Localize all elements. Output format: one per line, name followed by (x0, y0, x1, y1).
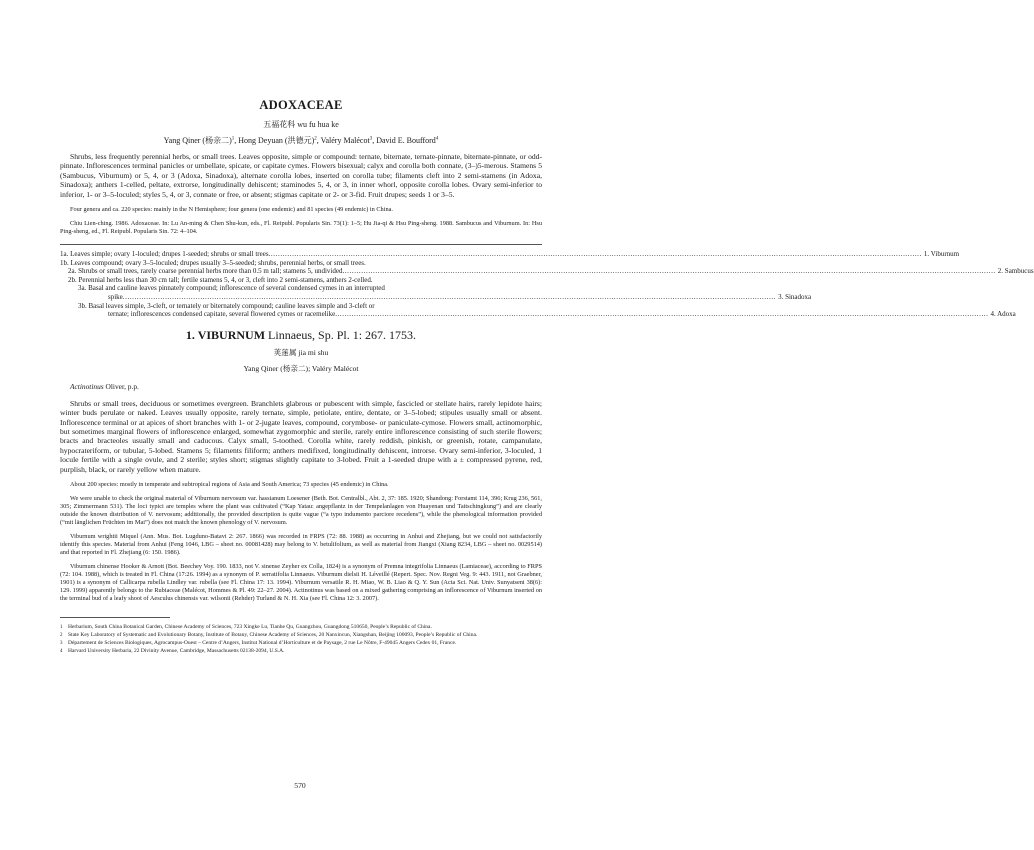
genus-citation: Linnaeus, Sp. Pl. 1: 267. 1753. (265, 327, 417, 342)
key-lead-text: 3a. Basal and cauline leaves pinnately compound; inflorescence of several condensed cymes in an interrupted (78, 284, 385, 293)
author-footnote-mark: 1 (231, 136, 235, 142)
author-name: Hong Deyuan (洪德元) (238, 136, 315, 145)
key-lead-result: 4. Adoxa (990, 310, 1016, 319)
key-lead (60, 276, 542, 285)
key-lead (60, 267, 1034, 276)
key-lead (60, 310, 1016, 319)
genus-note: We were unable to check the original material of Viburnum nervosum var. hassianum Loesener (Beih. Bot. Centralbl., Abt. 2, 37: 185. 1920; Shandong: Forstamt 114, 396; Krug 236, 561, 305; Zimmermann 531). The loci typici are temples where the plant was cultivated (“Kap Yatau: angepflantz in der Tempelanlagen von Huayenan und Taitschingkung”) and are clearly outside the known distribution of V. nervosum; additionally, the provided description is quite vague (“a typo indumento parciore recedens”), while the phenological information provided (“mit länglichen Früchten im Mai”) does not match the known phenology of V. nervosum. (60, 495, 542, 527)
key-divider (60, 244, 542, 245)
footnote (60, 648, 542, 655)
footnote-text: State Key Laboratory of Systematic and Evolutionary Botany, Institute of Botany, Chinese Academy of Sciences, 20 Nanxincun, Xiangshan, Beijing 100093, People’s Republic of China. (68, 632, 478, 639)
key-lead-text: 1a. Leaves simple; ovary 1-loculed; drupes 1-seeded; shrubs or small trees (60, 250, 269, 259)
footnote-text: Département de Sciences Biologiques, Agrocampus-Ouest – Centre d’Angers, Institut National d’Horticulture et de Paysage, 2 rue Le Nôtre, F-49045 Angers Cedex 01, France. (68, 640, 457, 647)
genus-name: 1. VIBURNUM (185, 327, 266, 342)
genus-note: Viburnum chinense Hooker & Arnott (Bot. Beechey Voy. 190. 1833, not V. sinense Zeyher ex Colla, 1824) is a synonym of Premna integrifolia Linnaeus (Lamiaceae), according to FRPS (72: 104. 1988), which is treated in Fl. China (17:26. 1994) as a synonym of P. serratifolia Linnaeus. Viburnum dielsii H. Léveillé (Repert. Spec. Nov. Regni Veg. 9: 443. 1911, not Graebner, 1901) is a synonym of Callicarpa rubella Lindley var. rubella (see Fl. China 17: 13. 1994). Viburnum versatile R. H. Miao, W. B. Liao & Q. Y. Sun (Acta Sci. Nat. Univ. Sunyatseni 38(6): 129. 1999) apparently belongs to the Rubiaceae (Malécot, Hommes & Pl. 49: 22–27. 2004). Actinotinus was based on a mixed gathering comprising an inflorescence of Viburnum inserted on the terminal bud of a leafy shoot of Aesculus chinensis var. wilsonii (Rehder) Turland & N. H. Xia (see Fl. China 12: 3. 2007). (60, 563, 542, 603)
synonym-author: Oliver, p.p. (103, 381, 139, 391)
genus-title (60, 328, 542, 343)
synonym-name: Actinotinus (70, 381, 104, 391)
key-lead-result: 3. Sinadoxa (778, 293, 812, 301)
footnote-number: 3 (60, 641, 63, 647)
family-references: Chiu Lien-ching. 1986. Adoxaceae. In: Lu An-ming & Chen Shu-kun, eds., Fl. Reipubl. Popularis Sin. 73(1): 1–5; Hu Jia-qi & Hsu Ping-sheng. 1988. Sambucus and Viburnum. In: Hsu Ping-sheng, ed., Fl. Reipubl. Popularis Sin. 72: 4–104. (60, 220, 542, 236)
family-chinese-name: 五福花科 wu fu hua ke (263, 120, 339, 129)
footnote (60, 624, 542, 631)
genus-note: Viburnum wrightii Miquel (Ann. Mus. Bot. Lugduno-Batavi 2: 267. 1866) was recorded in FRPS (72: 88. 1988) as occurring in Anhui and Zhejiang, but we could not satisfactorily identify this species. Material from Anhui (Feng 1046, LBG – sheet no. 00081428) may belong to V. betulifolium, as well as material from Jiangxi (Xiang 8234, LBG – sheet no. 0029514) and that reported in Fl. Zhejiang (6: 150. 1986). (60, 533, 542, 557)
key-lead (60, 302, 542, 311)
family-distribution: Four genera and ca. 220 species: mainly in the N Hemisphere; four genera (one endemic) and 81 species (49 endemic) in China. (70, 206, 393, 214)
family-description: Shrubs, less frequently perennial herbs, or small trees. Leaves opposite, simple or compound: ternate, biternate, ternate-pinnate, biternate-pinnate, or odd-pinnate. Inflorescences terminal panicles or umbellate, spicate, or capitate cymes. Flowers bisexual; calyx and corolla both connate, (3–)5-merous. Stamens 5 (Sambucus, Viburnum) or 5, 4, or 3 (Adoxa, Sinadoxa), alternate corolla lobes, inserted on corolla tube; filaments cleft into 2 semi-stamens (in Adoxa, Sinadoxa); anthers 1-celled, peltate, extrorse, longitudinally dehiscent; staminodes 5, 4, or 3, in inner whorl, opposite corolla lobes. Ovary semi-inferior to inferior, 1- or 3–5-loculed; styles 5, 4, or 3, connate or free, or absent; stigmas capitate or 2- or 3-fid. Fruit drupes; seeds 1 or 3–5. (60, 152, 542, 199)
author-name: Yang Qiner (杨亲二) (163, 136, 232, 145)
genus-synonym (60, 382, 542, 391)
author-footnote-mark: 2 (314, 136, 317, 142)
footnote-text: Herbarium, South China Botanical Garden, Chinese Academy of Sciences, 723 Xingke Lu, Tianhe Qu, Guangzhou, Guangdong 510650, People’s Republic of China. (68, 624, 432, 631)
footnote-number: 2 (60, 633, 63, 639)
footnote (60, 640, 542, 647)
key-lead-text: spike (108, 293, 123, 301)
genus-distribution: About 200 species: mostly in temperate and subtropical regions of Asia and South America; 73 species (45 endemic) in China. (70, 481, 389, 489)
footnote-divider (60, 617, 170, 618)
footnote-number: 1 (60, 625, 63, 631)
family-authors: Yang Qiner (杨亲二)$^1$, Hong Deyuan (洪德元)$^2$, Valéry Malécot$^3$, David E. Boufford$^4$ (163, 136, 439, 145)
key-lead (60, 284, 542, 293)
footnotes (60, 624, 542, 655)
key-lead-text: 1b. Leaves compound; ovary 3–5-loculed; drupes usually 3–5-seeded; shrubs, perennial herbs, or small trees. (60, 258, 366, 267)
footnote-text: Harvard University Herbaria, 22 Divinity Avenue, Cambridge, Massachusetts 02138-2094, U.S.A. (68, 648, 285, 655)
footnote-number: 4 (60, 649, 63, 655)
genus-authors: Yang Qiner (杨亲二); Valéry Malécot (243, 363, 359, 373)
genus-key (60, 250, 1034, 319)
author-name: Valéry Malécot (320, 136, 370, 145)
author-footnote-mark: 4 (435, 136, 439, 142)
key-lead (60, 259, 542, 268)
key-lead (60, 250, 960, 259)
key-lead-result: 1. Viburnum (923, 250, 960, 259)
key-lead-text: 2b. Perennial herbs less than 30 cm tall; fertile stamens 5, 4, or 3, cleft into 2 semi-stamens, anthers 2-celled. (68, 275, 373, 284)
key-lead-text: ternate; inflorescences condensed capitate, several flowered cymes or racemelike (108, 310, 336, 319)
author-name: David E. Boufford (376, 136, 436, 145)
key-lead-text: 3b. Basal leaves simple, 3-cleft, or ternately or biternately compound; cauline leaves simple and 3-cleft or (78, 301, 375, 310)
key-lead (60, 293, 812, 302)
key-lead-result: 2. Sambucus (997, 267, 1034, 276)
genus-description: Shrubs or small trees, deciduous or sometimes evergreen. Branchlets glabrous or pubescent with simple, fascicled or stellate hairs, rarely lepidote hairs; winter buds perulate or naked. Leaves usually opposite, rarely ternate, simple, petiolate, entire, dentate, or 3–5-lobed; stipules usually small or absent. Inflorescence terminal or at apices of short branches with 1- or 2-jugate leaves, compound, corymbose- or paniculate-cymose. Flowers small, actinomorphic, but sometimes marginal flowers of inflorescence enlarged, somewhat zygomorphic and sterile, rarely entire inflorescence consisting of such sterile flowers; bracts and bracteoles usually small and caducous. Calyx small, 5-toothed. Corolla white, rarely reddish, pinkish, or greenish, rotate, campanulate, hypocrateriform, or tubular, 5-lobed. Stamens 5; filaments filiform; anthers medifixed, longitudinally dehiscent, introrse. Ovary semi-inferior, 3-loculed, 1 locule fertile with a single ovule, and 2 sterile; styles short; stigmas slightly capitate to 3-lobed. Fruit a 1-seeded drupe with a ± compressed pyrene, red, purplish, black, or rarely yellow when mature. (60, 398, 542, 474)
author-footnote-mark: 3 (369, 136, 373, 142)
genus-chinese-name: 荚蒾属 jia mi shu (273, 347, 329, 357)
family-title: ADOXACEAE (259, 98, 343, 112)
page-body (60, 98, 1034, 655)
page-number: 570 (294, 781, 306, 790)
footnote (60, 632, 542, 639)
key-lead-text: 2a. Shrubs or small trees, rarely coarse perennial herbs more than 0.5 m tall; stamens 5, undivided (68, 267, 343, 276)
